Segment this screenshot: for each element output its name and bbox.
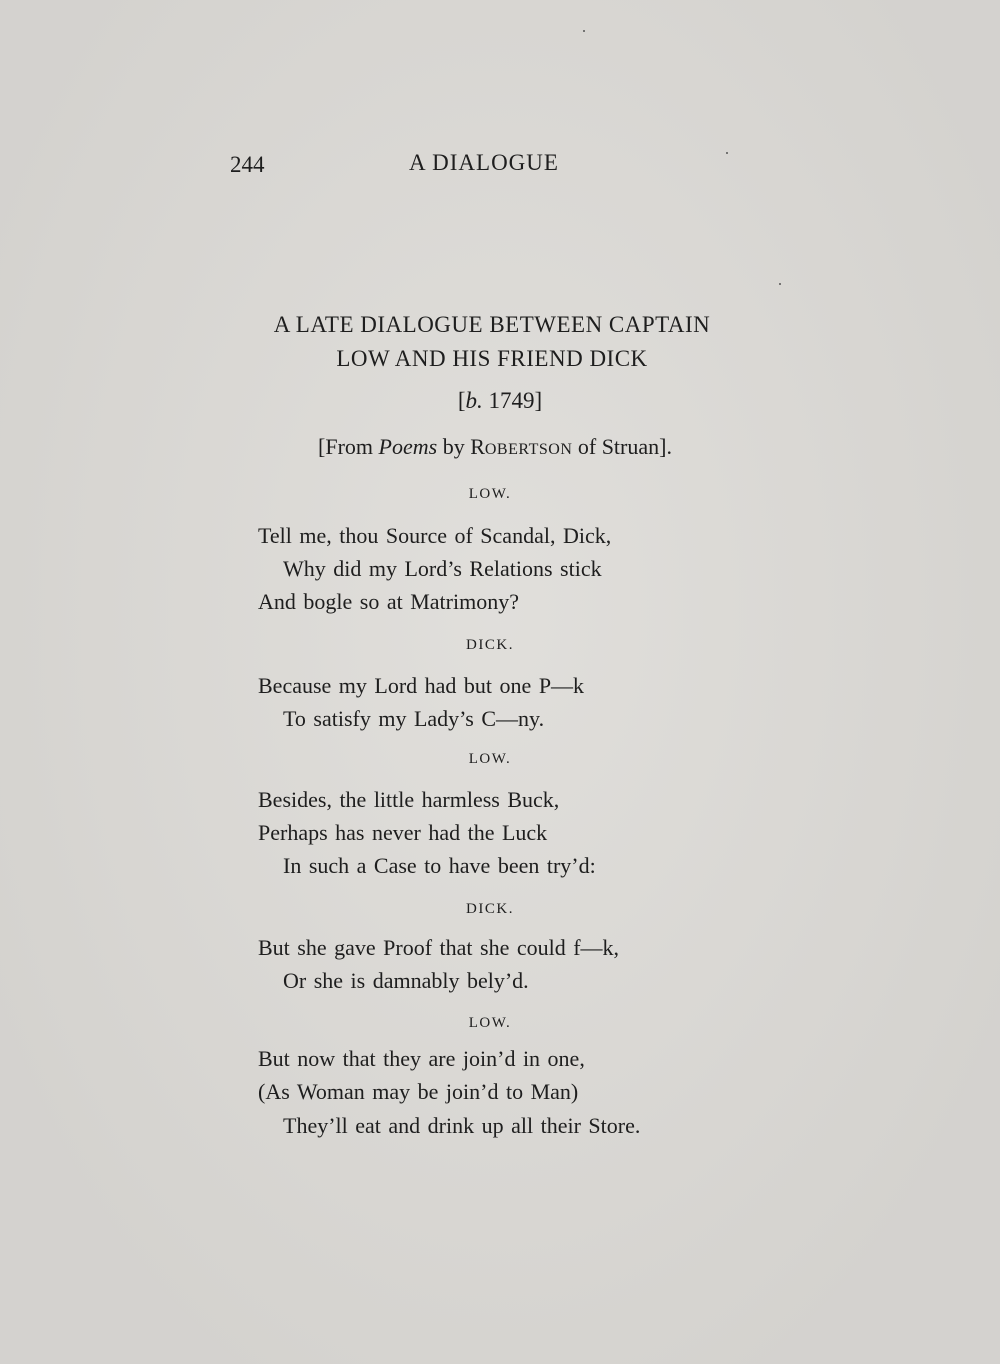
date-line: [0, 388, 1000, 414]
running-head: [0, 150, 1000, 184]
paper-speck: [583, 30, 585, 32]
verse-line: To satisfy my Lady’s C—ny.: [283, 706, 545, 731]
verse-line: Besides, the little harmless Buck,: [258, 787, 560, 812]
page-number: 244: [230, 152, 265, 177]
poem-title-line-1: A LATE DIALOGUE BETWEEN CAPTAIN: [273, 312, 711, 337]
verse-line: (As Woman may be join’d to Man): [258, 1079, 579, 1104]
verse-line: Perhaps has never had the Luck: [258, 820, 548, 845]
date-year: 1749]: [482, 388, 543, 413]
source-work: Poems: [378, 434, 438, 459]
poem-title-line-2: LOW AND HIS FRIEND DICK: [336, 346, 648, 371]
verse-line: Why did my Lord’s Relations stick: [283, 556, 602, 581]
date-bracket: [: [457, 388, 466, 413]
source-prefix: [From: [318, 434, 379, 459]
speaker-low: LOW.: [468, 486, 512, 502]
verse-line: In such a Case to have been try’d:: [283, 853, 596, 878]
speaker-low: LOW.: [468, 1015, 512, 1031]
verse-line: And bogle so at Matrimony?: [258, 589, 519, 614]
speaker-dick: DICK.: [466, 901, 514, 917]
source-suffix: of Struan].: [572, 434, 672, 459]
date-born-abbr: b.: [465, 388, 483, 413]
source-author-initial: R: [470, 434, 485, 459]
source-attribution: [0, 434, 990, 460]
paper-speck: [779, 283, 781, 285]
verse-line: They’ll eat and drink up all their Store.: [283, 1113, 641, 1138]
verse-line: Or she is damnably bely’d.: [283, 968, 529, 993]
speaker-low: LOW.: [468, 751, 512, 767]
running-title: A DIALOGUE: [409, 150, 559, 175]
verse-line: Tell me, thou Source of Scandal, Dick,: [258, 523, 612, 548]
poem-title: [200, 308, 784, 376]
source-author-rest: OBERTSON: [484, 441, 573, 458]
verse-line: But now that they are join’d in one,: [258, 1046, 585, 1071]
paper-speck: [726, 152, 728, 154]
verse-line: But she gave Proof that she could f—k,: [258, 935, 620, 960]
speaker-dick: DICK.: [466, 637, 514, 653]
verse-line: Because my Lord had but one P—k: [258, 673, 585, 698]
source-by: by: [437, 434, 471, 459]
